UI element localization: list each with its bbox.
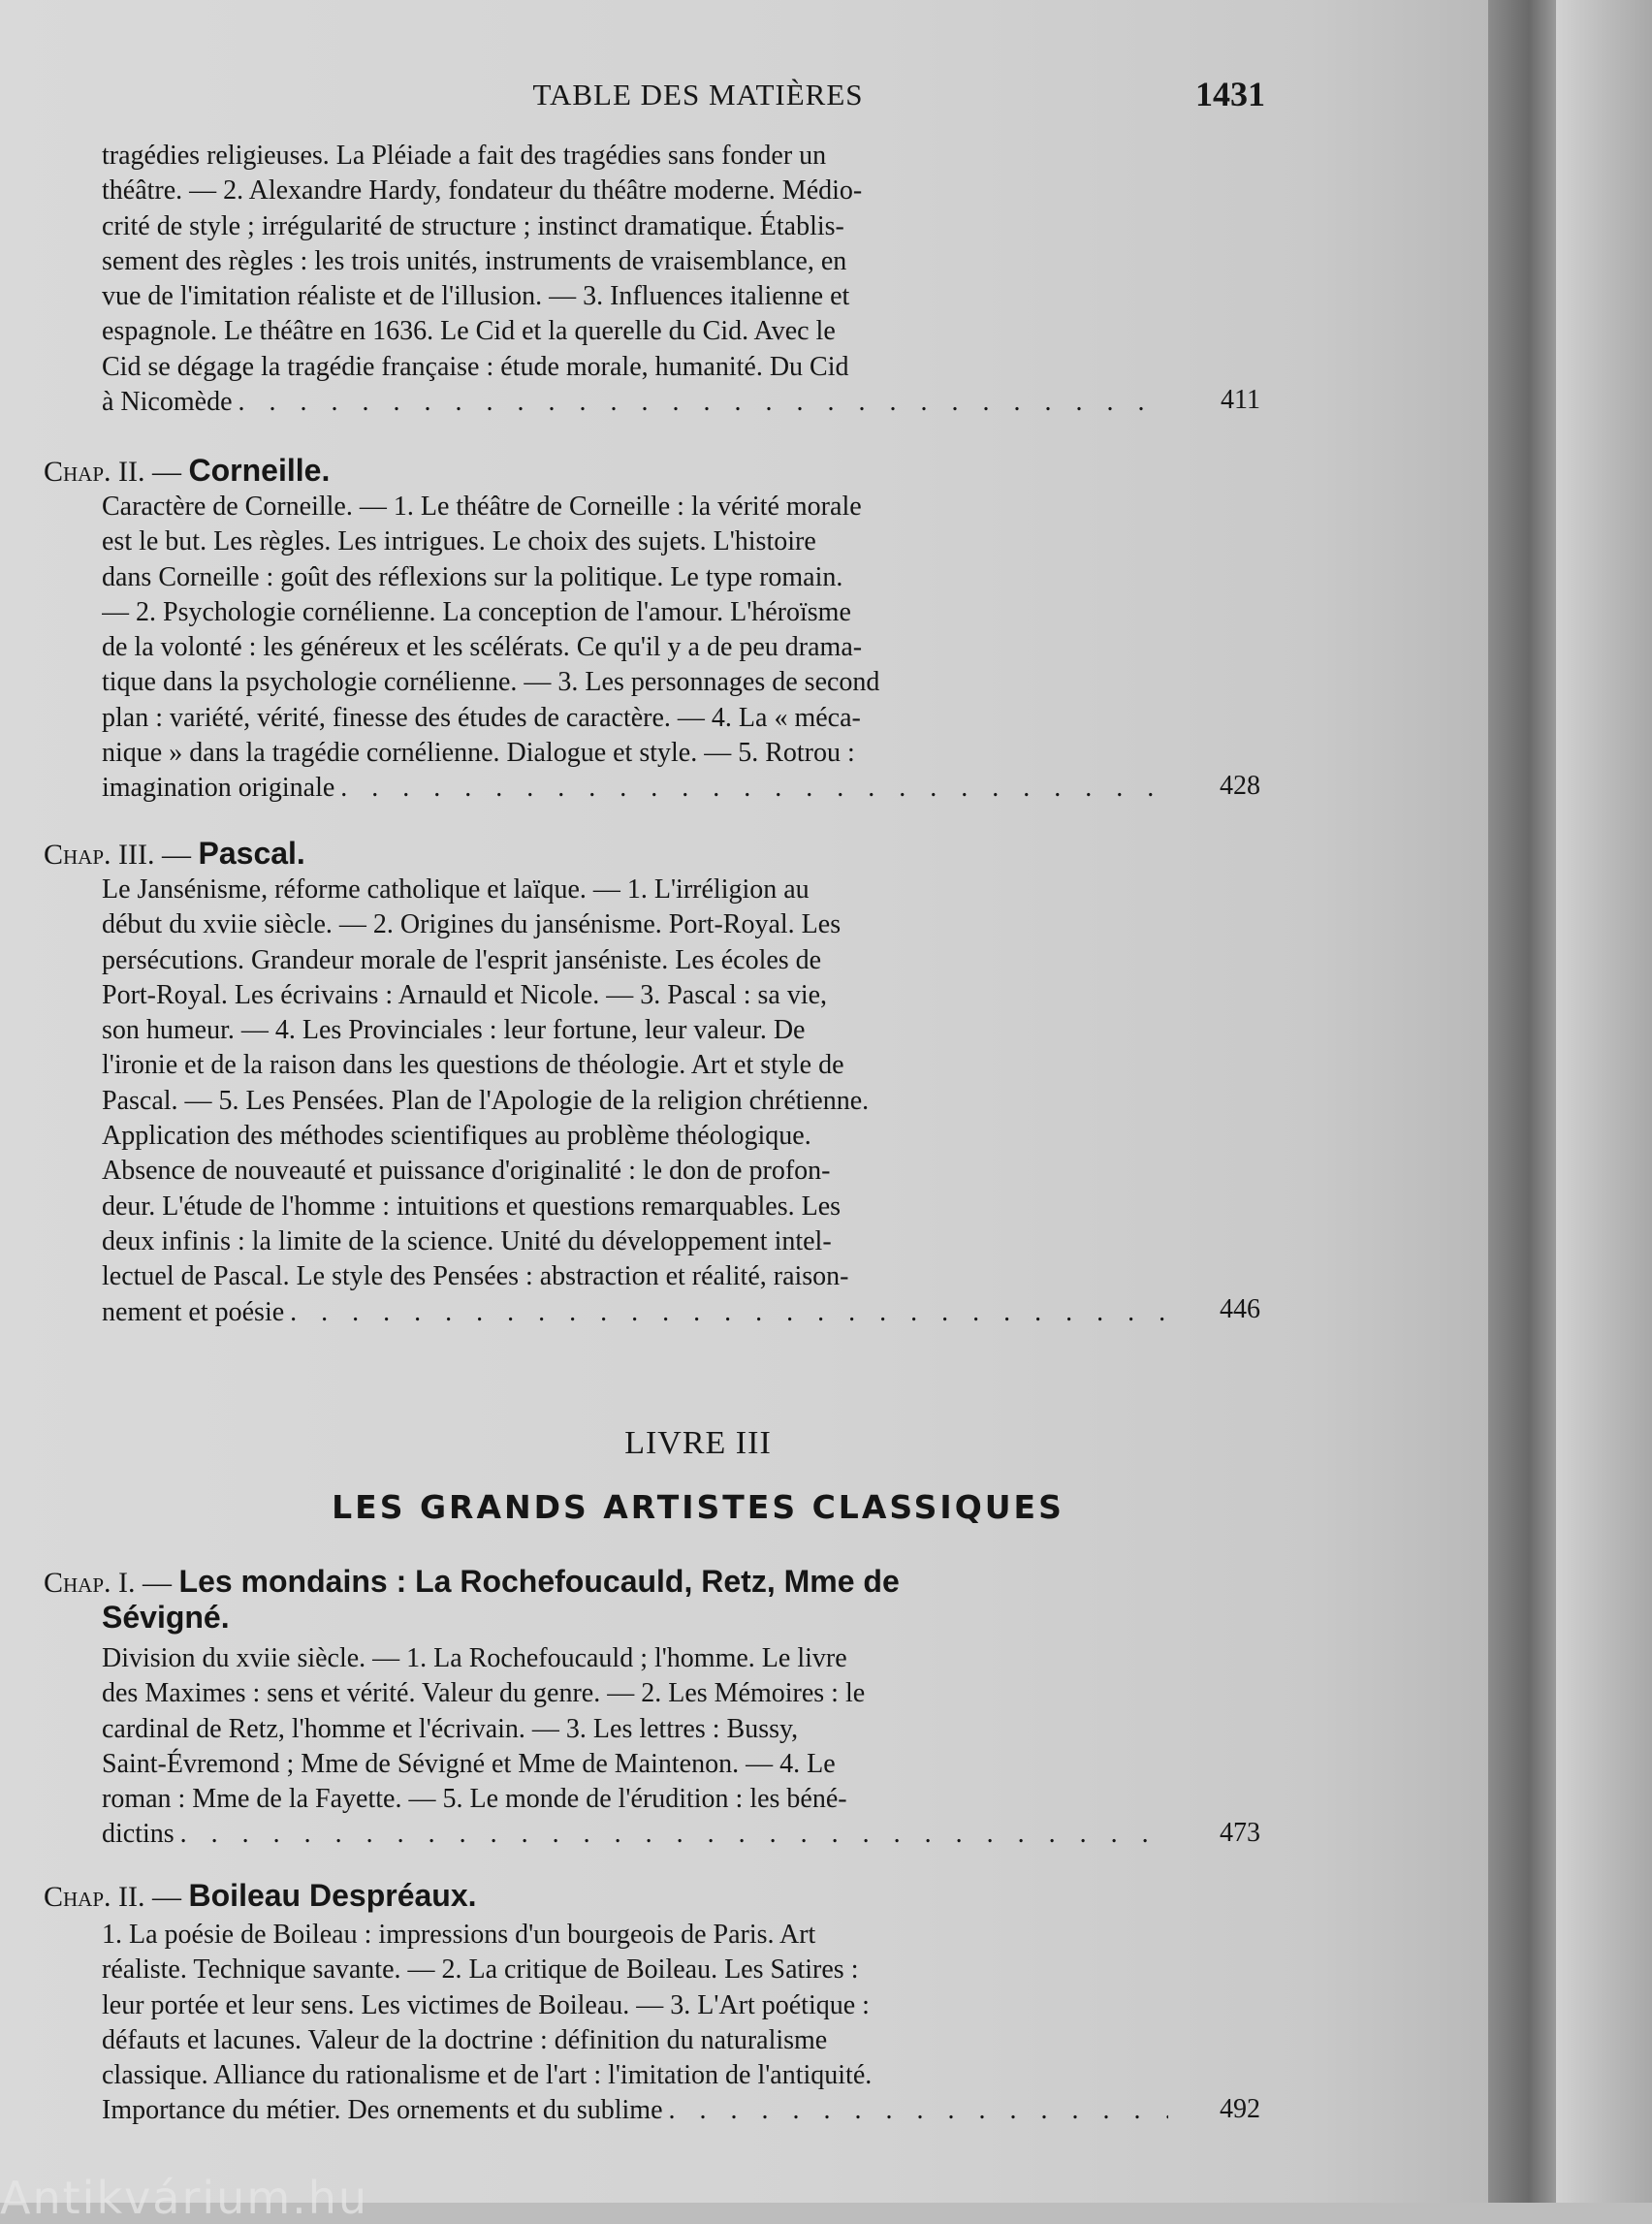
entry-text [102,1918,1168,2129]
entry-line: Cid se dégage la tragédie française : étude morale, humanité. Du Cid [102,351,849,382]
dot-leader [290,1297,1168,1327]
entry-line: cardinal de Retz, l'homme et l'écrivain. — 3. Les lettres : Bussy, [102,1713,799,1744]
last-line-text: imagination originale [102,773,335,804]
page-ref-428: 428 [1220,771,1260,801]
entry-line: théâtre. — 2. Alexandre Hardy, fondateur du théâtre moderne. Médio- [102,175,863,207]
toc-entry-corneille [102,490,1168,807]
entry-line: lectuel de Pascal. Le style des Pensées : abstraction et réalité, raison- [102,1261,849,1292]
entry-text [102,139,1168,420]
last-line-text: dictins [102,1819,175,1850]
entry-line: plan : variété, vérité, finesse des études de caractère. — 4. La « méca- [102,702,861,733]
entry-line: réaliste. Technique savante. — 2. La critique de Boileau. Les Satires : [102,1954,859,1986]
chapter-name: Corneille. [188,453,331,488]
chapter-heading-mondains-cont [102,1600,230,1636]
entry-line: Port-Royal. Les écrivains : Arnauld et Nicole. — 3. Pascal : sa vie, [102,979,828,1010]
chapter-name: Pascal. [198,836,305,871]
entry-text [102,873,1168,1330]
entry-line: sement des règles : les trois unités, instruments de vraisemblance, en [102,245,847,276]
chapter-heading-pascal [44,836,305,872]
book-edge [1556,0,1652,2203]
chapter-number: Chap. II. — [44,1881,182,1913]
chapter-number: Chap. III. — [44,839,191,871]
dot-leader [340,773,1168,803]
chapter-number: Chap. II. — [44,456,182,488]
entry-line: deux infinis : la limite de la science. Unité du développement intel- [102,1225,832,1256]
running-header-page-number: 1431 [1195,75,1265,113]
page-edge-shadow [1488,0,1556,2203]
entry-line: crité de style ; irrégularité de structure ; instinct dramatique. Établis- [102,210,844,241]
running-header-title: TABLE DES MATIÈRES [532,78,864,111]
entry-line: Application des méthodes scientifiques au problème théologique. [102,1121,811,1152]
entry-last-line [102,1817,1168,1852]
entry-line: est le but. Les règles. Les intrigues. Le choix des sujets. L'histoire [102,526,816,557]
book-part-title: LIVRE III [624,1425,772,1461]
entry-line: Saint-Évremond ; Mme de Sévigné et Mme de Maintenon. — 4. Le [102,1748,836,1779]
dot-leader [180,1819,1168,1849]
entry-line: classique. Alliance du rationalisme et de l'art : l'imitation de l'antiquité. [102,2060,873,2091]
entry-last-line [102,2093,1168,2128]
chapter-name: Boileau Despréaux. [188,1878,477,1913]
entry-line: dans Corneille : goût des réflexions sur la politique. Le type romain. [102,561,843,592]
entry-line: espagnole. Le théâtre en 1636. Le Cid et la querelle du Cid. Avec le [102,316,836,347]
entry-line: roman : Mme de la Fayette. — 5. Le monde de l'érudition : les béné- [102,1784,847,1815]
toc-entry-mondains [102,1641,1168,1853]
page-ref-411: 411 [1221,385,1260,415]
entry-last-line [102,1295,1168,1330]
entry-line: son humeur. — 4. Les Provinciales : leur fortune, leur valeur. De [102,1015,806,1046]
dot-leader [669,2095,1168,2125]
book-part-subtitle: LES GRANDS ARTISTES CLASSIQUES [332,1488,1064,1526]
entry-line: Pascal. — 5. Les Pensées. Plan de l'Apologie de la religion chrétienne. [102,1085,870,1116]
chapter-heading-corneille [44,453,330,489]
entry-line: deur. L'étude de l'homme : intuitions et questions remarquables. Les [102,1191,842,1222]
entry-line: des Maximes : sens et vérité. Valeur du genre. — 2. Les Mémoires : le [102,1678,866,1709]
chapter-number: Chap. I. — [44,1567,173,1599]
watermark: Antikvárium.hu [0,2172,369,2224]
last-line-text: à Nicomède [102,387,233,418]
entry-line: persécutions. Grandeur morale de l'esprit janséniste. Les écoles de [102,944,822,975]
last-line-text: Importance du métier. Des ornements et du sublime [102,2095,663,2126]
entry-line: 1. La poésie de Boileau : impressions d'un bourgeois de Paris. Art [102,1920,816,1950]
last-line-text: nement et poésie [102,1296,285,1327]
chapter-heading-boileau [44,1878,477,1914]
entry-line: — 2. Psychologie cornélienne. La conception de l'amour. L'héroïsme [102,596,851,627]
entry-last-line [102,385,1168,420]
page-ref-492: 492 [1220,2094,1260,2124]
page-ref-473: 473 [1220,1818,1260,1848]
entry-line: de la volonté : les généreux et les scélérats. Ce qu'il y a de peu drama- [102,632,863,663]
entry-line: vue de l'imitation réaliste et de l'illusion. — 3. Influences italienne et [102,281,850,312]
entry-line: leur portée et leur sens. Les victimes de Boileau. — 3. L'Art poétique : [102,1989,870,2020]
chapter-heading-mondains [44,1564,900,1600]
entry-text [102,490,1168,807]
dot-leader [238,387,1169,417]
entry-line: Le Jansénisme, réforme catholique et laïque. — 1. L'irréligion au [102,874,810,905]
entry-line: défauts et lacunes. Valeur de la doctrine : définition du naturalisme [102,2024,828,2055]
toc-entry-pascal [102,873,1168,1330]
entry-line: Caractère de Corneille. — 1. Le théâtre de Corneille : la vérité morale [102,492,862,522]
entry-line: tragédies religieuses. La Pléiade a fait des tragédies sans fonder un [102,141,827,171]
entry-last-line [102,771,1168,806]
page-ref-446: 446 [1220,1294,1260,1324]
entry-text [102,1641,1168,1853]
entry-line: début du xviie siècle. — 2. Origines du jansénisme. Port-Royal. Les [102,909,842,940]
entry-line: tique dans la psychologie cornélienne. — 3. Les personnages de second [102,667,880,698]
entry-line: l'ironie et de la raison dans les questions de théologie. Art et style de [102,1050,844,1081]
toc-entry-boileau [102,1918,1168,2129]
entry-line: nique » dans la tragédie cornélienne. Dialogue et style. — 5. Rotrou : [102,738,855,769]
toc-entry-theatre [102,139,1168,420]
entry-line: Absence de nouveauté et puissance d'originalité : le don de profon- [102,1156,831,1187]
chapter-name-cont: Sévigné. [102,1600,230,1635]
chapter-name: Les mondains : La Rochefoucauld, Retz, Mme de [178,1564,900,1599]
entry-line: Division du xviie siècle. — 1. La Rochefoucauld ; l'homme. Le livre [102,1643,847,1673]
